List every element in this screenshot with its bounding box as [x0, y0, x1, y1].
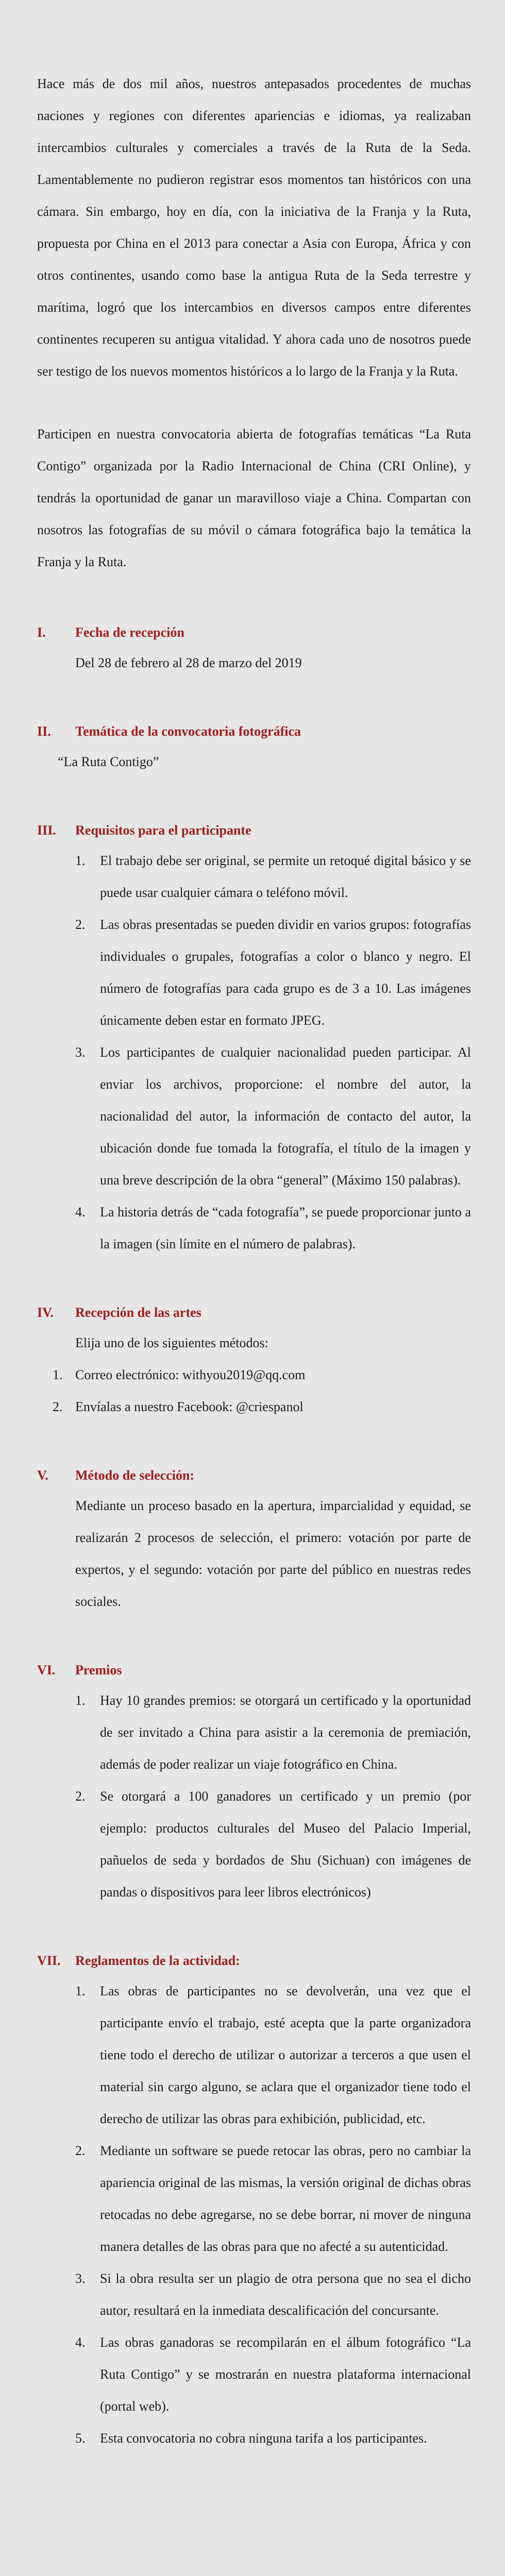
invitation-paragraph: Participen en nuestra convocatoria abierta de fotografías temáticas “La Ruta Contigo” organizada por la Radio Internacional de China (CRI Online), y tendrás la oportunidad de ganar un maravilloso viaje a China. Compartan con nosotros las fotografías de su móvil o cámara fotográfica bajo la temática la Franja y la Ruta.: [37, 427, 471, 569]
section-number: VI.: [37, 1663, 56, 1677]
list-item: [75, 2327, 471, 2422]
section-number: IV.: [37, 1305, 54, 1320]
item-text: Las obras de participantes no se devolverán, una vez que el participante envío el trabajo, esté acepta que la parte organizadora tiene todo el derecho de utilizar o autorizar a terceros a que usen el material sin cargo alguno, se aclara que el organizador tiene todo el derecho de utilizar las obras para exhibición, publicidad, etc.: [100, 1984, 471, 2126]
item-text: La historia detrás de “cada fotografía”, se puede proporcionar junto a la imagen (sin límite en el número de palabras).: [100, 1205, 471, 1251]
section-heading: [37, 1946, 471, 1975]
section-title: Recepción de las artes: [75, 1305, 201, 1320]
item-number: 2.: [75, 2143, 86, 2158]
submission-intro: Elija uno de los siguientes métodos:: [75, 1335, 268, 1350]
item-number: 1.: [75, 853, 86, 868]
section-title: Premios: [75, 1663, 122, 1677]
item-number: 4.: [75, 1205, 86, 1219]
section-number: V.: [37, 1468, 48, 1483]
reception-date-text: Del 28 de febrero al 28 de marzo del 2019: [75, 655, 302, 670]
section-title: Reglamentos de la actividad:: [75, 1953, 240, 1968]
section-number: VII.: [37, 1953, 61, 1968]
section-heading: [37, 816, 471, 845]
item-number: 1.: [75, 1984, 86, 1998]
section-theme: [37, 717, 471, 778]
list-item: [75, 1037, 471, 1196]
list-item: [75, 1781, 471, 1908]
list-item: [75, 1685, 471, 1781]
item-text: Se otorgará a 100 ganadores un certificado y un premio (por ejemplo: productos culturales del Museo del Palacio Imperial, pañuelos de seda y bordados de Shu (Sichuan) con imágenes de pandas o dispositivos para leer libros electrónicos): [100, 1789, 471, 1900]
selection-method-text: Mediante un proceso basado en la apertura, imparcialidad y equidad, se realizarán 2 procesos de selección, el primero: votación por parte de expertos, y el segundo: votación por parte del público en nuestras redes sociales.: [75, 1498, 471, 1609]
list-item: [75, 1975, 471, 2135]
section-requirements: [37, 816, 471, 1260]
section-reception-date: [37, 618, 471, 679]
item-text: El trabajo debe ser original, se permite un retoqué digital básico y se puede usar cualquier cámara o teléfono móvil.: [100, 853, 471, 900]
list-item: [75, 2422, 471, 2454]
item-number: 3.: [75, 1045, 86, 1060]
item-number: 1.: [75, 1693, 86, 1708]
section-rules: [37, 1946, 471, 2454]
item-number: 2.: [53, 1399, 63, 1414]
list-item: [75, 2263, 471, 2327]
item-number: 5.: [75, 2431, 86, 2446]
section-number: III.: [37, 823, 56, 838]
intro-paragraph: Hace más de dos mil años, nuestros antepasados procedentes de muchas naciones y regiones con diferentes apariencias e idiomas, ya realizaban intercambios culturales y comerciales a través de la Ruta de la Seda. Lamentablemente no pudieron registrar esos momentos tan históricos con una cámara. Sin embargo, hoy en día, con la iniciativa de la Franja y la Ruta, propuesta por China en el 2013 para conectar a Asia con Europa, África y con otros continentes, usando como base la antigua Ruta de la Seda terrestre y marítima, logró que los intercambios en diversos campos entre diferentes continentes recuperen su antigua vitalidad. Y ahora cada uno de nosotros puede ser testigo de los nuevos momentos históricos a lo largo de la Franja y la Ruta.: [37, 76, 471, 379]
email-method: Correo electrónico: withyou2019@qq.com: [75, 1367, 306, 1382]
list-item: [75, 1196, 471, 1260]
list-item: [75, 845, 471, 909]
item-text: Esta convocatoria no cobra ninguna tarifa a los participantes.: [100, 2431, 427, 2446]
section-title: Temática de la convocatoria fotográfica: [75, 724, 301, 739]
rules-list: [75, 1975, 471, 2454]
section-prizes: [37, 1656, 471, 1908]
list-item: [75, 2135, 471, 2263]
section-heading: [37, 1461, 471, 1490]
requirements-list: [75, 845, 471, 1260]
prizes-list: [75, 1685, 471, 1908]
section-heading: [37, 1656, 471, 1685]
list-item: [53, 1391, 471, 1423]
section-submission: [37, 1298, 471, 1423]
theme-text: “La Ruta Contigo”: [58, 754, 159, 769]
item-number: 2.: [75, 917, 86, 932]
item-text: Mediante un software se puede retocar las obras, pero no cambiar la apariencia original de las mismas, la versión original de dichas obras retocadas no debe agregarse, no se debe borrar, ni mover de ninguna manera detalles de las obras para que no afecté a su autenticidad.: [100, 2143, 471, 2254]
item-text: Hay 10 grandes premios: se otorgará un certificado y la oportunidad de ser invitado a China para asistir a la ceremonia de premiación, además de poder realizar un viaje fotográfico en China.: [100, 1693, 471, 1772]
item-number: 4.: [75, 2335, 86, 2350]
section-selection-method: [37, 1461, 471, 1618]
item-number: 2.: [75, 1789, 86, 1804]
facebook-method: Envíalas a nuestro Facebook: @criespanol: [75, 1399, 304, 1414]
item-text: Los participantes de cualquier nacionalidad pueden participar. Al enviar los archivos, proporcione: el nombre del autor, la nacionalidad del autor, la información de contacto del autor, la ubicación donde fue tomada la fotografía, el título de la imagen y una breve descripción de la obra “general” (Máximo 150 palabras).: [100, 1045, 471, 1188]
section-heading: [37, 1298, 471, 1327]
list-item: [75, 909, 471, 1037]
item-text: Si la obra resulta ser un plagio de otra persona que no sea el dicho autor, resultará en la inmediata descalificación del concursante.: [100, 2271, 471, 2318]
submission-methods-list: [53, 1359, 471, 1423]
section-title: Fecha de recepción: [75, 625, 184, 640]
section-heading: [37, 717, 471, 746]
section-number: II.: [37, 724, 51, 739]
section-title: Requisitos para el participante: [75, 823, 251, 838]
section-title: Método de selección:: [75, 1468, 195, 1483]
item-text: Las obras presentadas se pueden dividir en varios grupos: fotografías individuales o grupales, fotografías a color o blanco y negro. El número de fotografías para cada grupo es de 3 a 10. Las imágenes únicamente deben estar en formato JPEG.: [100, 917, 471, 1028]
item-number: 3.: [75, 2271, 86, 2286]
list-item: [53, 1359, 471, 1391]
section-heading: [37, 618, 471, 647]
section-number: I.: [37, 625, 46, 640]
item-number: 1.: [53, 1367, 63, 1382]
item-text: Las obras ganadoras se recompilarán en el álbum fotográfico “La Ruta Contigo” y se mostrarán en nuestra plataforma internacional (portal web).: [100, 2335, 471, 2414]
